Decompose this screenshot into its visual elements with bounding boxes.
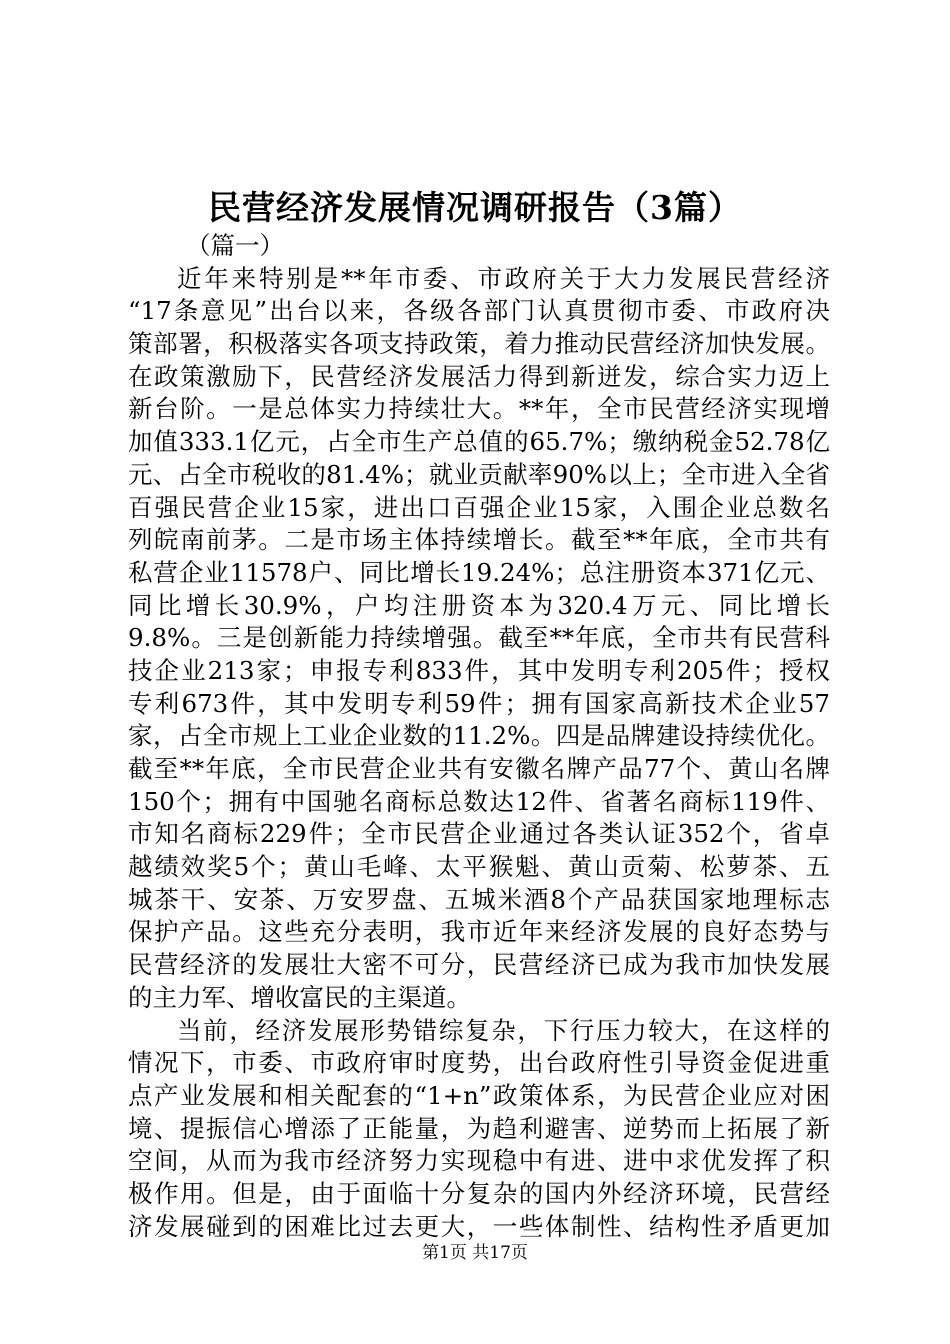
paragraph-1-line-20: 城茶干、安茶、万安罗盘、五城米酒8个产品获国家地理标志 [128,884,830,914]
paragraph-1-line-7: 元、占全市税收的81.4%；就业贡献率90%以上；全市进入全省 [128,459,830,489]
paragraph-1-line-14: 专利673件，其中发明专利59件；拥有国家高新技术企业57 [128,688,830,718]
paragraph-1-line-6: 加值333.1亿元，占全市生产总值的65.7%；缴纳税金52.78亿 [128,427,830,457]
paragraph-2-line-7: 济发展碰到的困难比过去更大，一些体制性、结构性矛盾更加 [128,1211,830,1241]
paragraph-1-line-10: 私营企业11578户、同比增长19.24%；总注册资本371亿元、 [128,557,830,587]
paragraph-1-line-18: 市知名商标229件；全市民营企业通过各类认证352个，省卓 [128,819,830,849]
paragraph-2-line-6: 极作用。但是，由于面临十分复杂的国内外经济环境，民营经 [128,1178,830,1208]
paragraph-2-line-4: 境、提振信心增添了正能量，为趋利避害、逆势而上拓展了新 [128,1113,830,1143]
paragraph-1-line-17: 150个；拥有中国驰名商标总数达12件、省著名商标119件、 [128,786,830,816]
paragraph-1-line-3: 策部署，积极落实各项支持政策，着力推动民营经济加快发展。 [128,329,830,359]
paragraph-2-line-2: 情况下，市委、市政府审时度势，出台政府性引导资金促进重 [128,1048,830,1078]
paragraph-2-line-1: 当前，经济发展形势错综复杂，下行压力较大，在这样的 [177,1015,830,1045]
paragraph-1-line-21: 保护产品。这些充分表明，我市近年来经济发展的良好态势与 [128,917,830,947]
paragraph-1-line-11: 同比增长30.9%，户均注册资本为320.4万元、同比增长 [128,590,830,620]
document-title: 民营经济发展情况调研报告（3篇） [208,188,742,227]
paragraph-1-line-12: 9.8%。三是创新能力持续增强。截至**年底，全市共有民营科 [128,623,830,653]
paragraph-1-line-22: 民营经济的发展壮大密不可分，民营经济已成为我市加快发展 [128,950,830,980]
paragraph-1-line-5: 新台阶。一是总体实力持续壮大。**年，全市民营经济实现增 [128,394,830,424]
paragraph-2-line-5: 空间，从而为我市经济努力实现稳中有进、进中求优发挥了积 [128,1146,830,1176]
document-body [128,230,830,1243]
page-footer: 第1页 共17页 [422,1243,528,1263]
paragraph-1-line-16: 截至**年底，全市民营企业共有安徽名牌产品77个、黄山名牌 [128,754,830,783]
paragraph-1-line-9: 列皖南前茅。二是市场主体持续增长。截至**年底，全市共有 [128,525,830,555]
paragraph-2-line-3: 点产业发展和相关配套的“1+n”政策体系，为民营企业应对困 [128,1080,830,1110]
paragraph-1-line-4: 在政策激励下，民营经济发展活力得到新迸发，综合实力迈上 [128,361,830,391]
paragraph-1-line-19: 越绩效奖5个；黄山毛峰、太平猴魁、黄山贡菊、松萝茶、五 [128,852,830,882]
paragraph-1-line-2: “17条意见”出台以来，各级各部门认真贯彻市委、市政府决 [128,296,830,326]
paragraph-1-line-23: 的主力军、增收富民的主渠道。 [128,982,471,1012]
paragraph-1-line-13: 技企业213家；申报专利833件，其中发明专利205件；授权 [128,655,830,685]
paragraph-1-line-1: 近年来特别是**年市委、市政府关于大力发展民营经济 [177,263,830,293]
paragraph-1-line-15: 家，占全市规上工业企业数的11.2%。四是品牌建设持续优化。 [128,721,830,751]
paragraph-1-line-8: 百强民营企业15家，进出口百强企业15家，入围企业总数名 [128,492,830,522]
section-label: （篇一） [186,231,284,260]
